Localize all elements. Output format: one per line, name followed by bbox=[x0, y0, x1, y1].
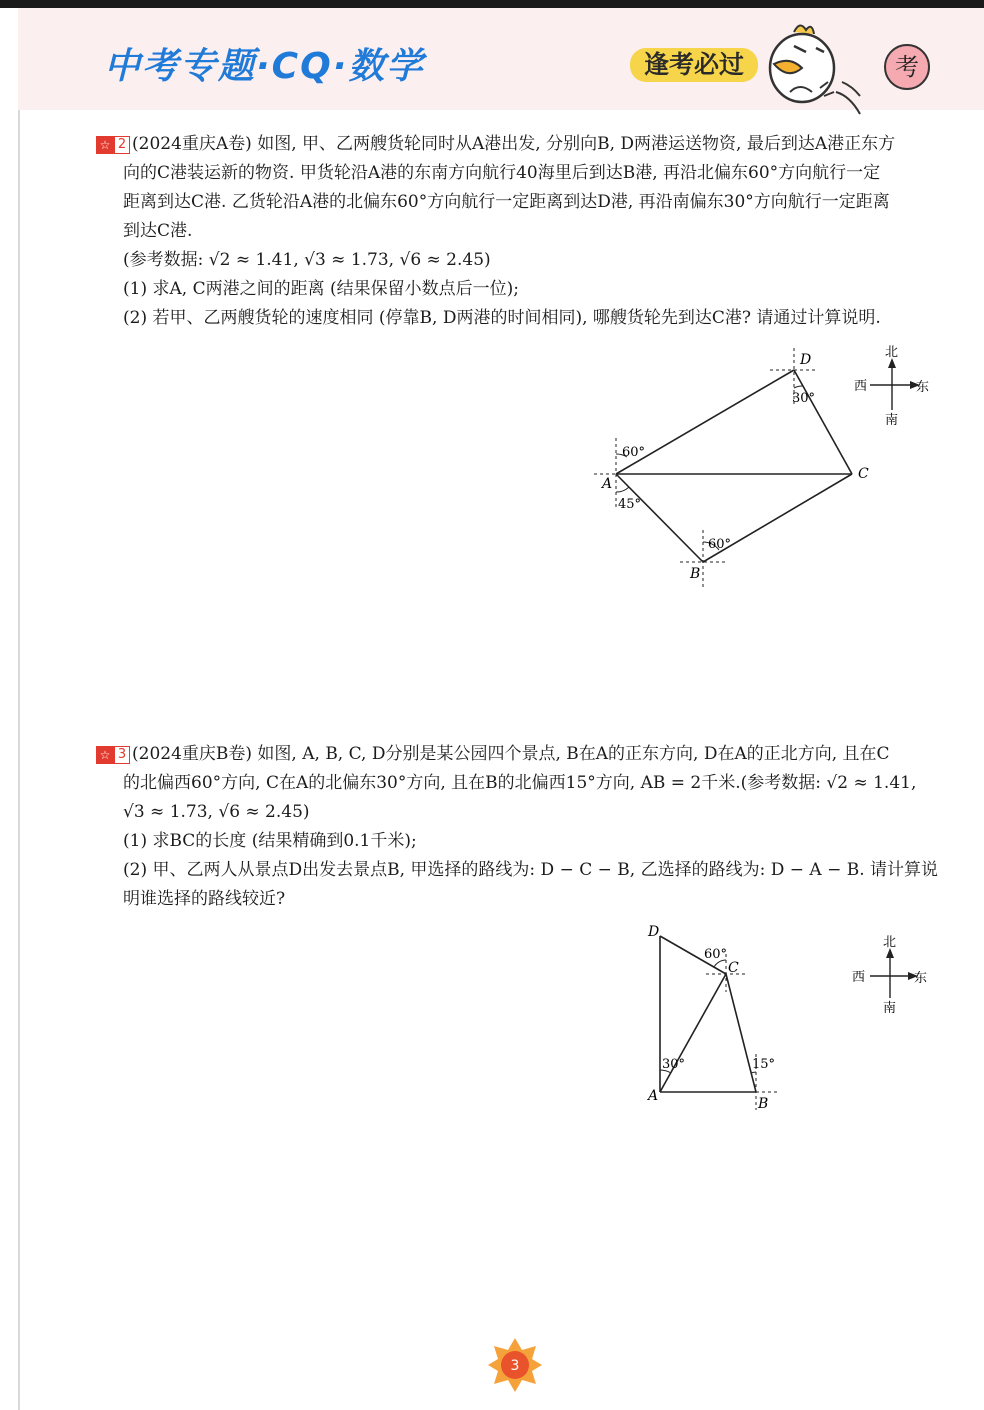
problem-2-question-2: (2) 若甲、乙两艘货轮的速度相同 (停靠B, D两港的时间相同), 哪艘货轮先到达C港? 请通过计算说明. bbox=[123, 308, 881, 328]
problem-3-line-3: √3 ≈ 1.73, √6 ≈ 2.45) bbox=[123, 802, 310, 822]
svg-text:西: 西 bbox=[854, 379, 868, 394]
problem-number: 2 bbox=[114, 136, 130, 154]
problem-2-line-2: 向的C港装运新的物资. 甲货轮沿A港的东南方向航行40海里后到达B港, 再沿北偏东60°方向航行一定 bbox=[123, 163, 881, 183]
problem-3-question-2-cont: 明谁选择的路线较近? bbox=[123, 889, 286, 909]
problem-3-question-2: (2) 甲、乙两人从景点D出发去景点B, 甲选择的路线为: D − C − B, 乙选择的路线为: D − A − B. 请计算说 bbox=[123, 860, 939, 880]
problem-2-reference-data: (参考数据: √2 ≈ 1.41, √3 ≈ 1.73, √6 ≈ 2.45) bbox=[123, 250, 491, 270]
svg-text:东: 东 bbox=[914, 971, 928, 986]
point-label-D: D bbox=[648, 924, 660, 940]
slogan-banner: 逢考必过 bbox=[630, 48, 758, 82]
point-label-B: B bbox=[758, 1096, 769, 1112]
problem-3-question-1: (1) 求BC的长度 (结果精确到0.1千米); bbox=[123, 831, 417, 851]
problem-2-question-1: (1) 求A, C两港之间的距离 (结果保留小数点后一位); bbox=[123, 279, 519, 299]
angle-label-A-60: 60° bbox=[622, 445, 646, 460]
problem-number-tag bbox=[96, 740, 130, 769]
star-icon: ☆ bbox=[96, 136, 114, 154]
segment-BC bbox=[726, 974, 756, 1092]
svg-text:西: 西 bbox=[852, 970, 866, 985]
angle-label-A-45: 45° bbox=[618, 497, 642, 512]
point-label-D: D bbox=[800, 352, 812, 368]
top-border bbox=[0, 0, 984, 8]
problem-2-figure bbox=[580, 340, 960, 590]
problem-3-line-1: (2024重庆B卷) 如图, A, B, C, D分别是某公园四个景点, B在A的正东方向, D在A的正北方向, 且在C bbox=[132, 744, 890, 764]
point-label-C: C bbox=[728, 960, 739, 976]
svg-text:北: 北 bbox=[885, 345, 899, 360]
svg-text:南: 南 bbox=[883, 1001, 897, 1016]
segment-AC bbox=[660, 974, 726, 1092]
problem-3-line-2: 的北偏西60°方向, C在A的北偏东30°方向, 且在B的北偏西15°方向, AB = 2千米.(参考数据: √2 ≈ 1.41, bbox=[123, 773, 917, 793]
page-number: 3 bbox=[510, 1358, 520, 1374]
problem-2-line-1: (2024重庆A卷) 如图, 甲、乙两艘货轮同时从A港出发, 分别向B, D两港运送物资, 最后到达A港正东方 bbox=[132, 134, 896, 154]
point-label-A: A bbox=[648, 1088, 659, 1104]
exam-badge: 考 bbox=[884, 44, 930, 90]
svg-text:东: 东 bbox=[916, 380, 930, 395]
compass-rose-icon bbox=[852, 935, 927, 1016]
angle-label-D-30: 30° bbox=[792, 391, 816, 406]
compass-rose-icon bbox=[854, 345, 929, 428]
angle-label-C-60: 60° bbox=[704, 947, 728, 962]
problem-2-line-3: 距离到达C港. 乙货轮沿A港的北偏东60°方向航行一定距离到达D港, 再沿南偏东30°方向航行一定距离 bbox=[123, 192, 890, 212]
point-label-A: A bbox=[602, 476, 613, 492]
left-rule bbox=[18, 110, 20, 1410]
angle-label-B-15: 15° bbox=[752, 1057, 776, 1072]
problem-3-figure bbox=[636, 920, 956, 1120]
page-header bbox=[18, 8, 984, 110]
angle-label-A-30: 30° bbox=[662, 1057, 686, 1072]
brand-title: 中考专题·CQ·数学 bbox=[104, 46, 425, 87]
problem-2 bbox=[96, 130, 956, 333]
point-label-C: C bbox=[858, 466, 869, 482]
angle-label-B-60: 60° bbox=[708, 537, 732, 552]
problem-2-stem-line bbox=[96, 130, 956, 159]
point-label-B: B bbox=[690, 566, 701, 582]
problem-3 bbox=[96, 740, 956, 914]
problem-number: 3 bbox=[114, 746, 130, 764]
star-icon: ☆ bbox=[96, 746, 114, 764]
page-number-badge bbox=[486, 1336, 544, 1394]
duck-mascot-icon bbox=[760, 22, 872, 118]
problem-number-tag bbox=[96, 130, 130, 159]
svg-text:北: 北 bbox=[883, 935, 897, 950]
svg-text:南: 南 bbox=[885, 413, 899, 428]
problem-2-line-4: 到达C港. bbox=[123, 221, 193, 241]
problem-3-stem-line bbox=[96, 740, 956, 769]
